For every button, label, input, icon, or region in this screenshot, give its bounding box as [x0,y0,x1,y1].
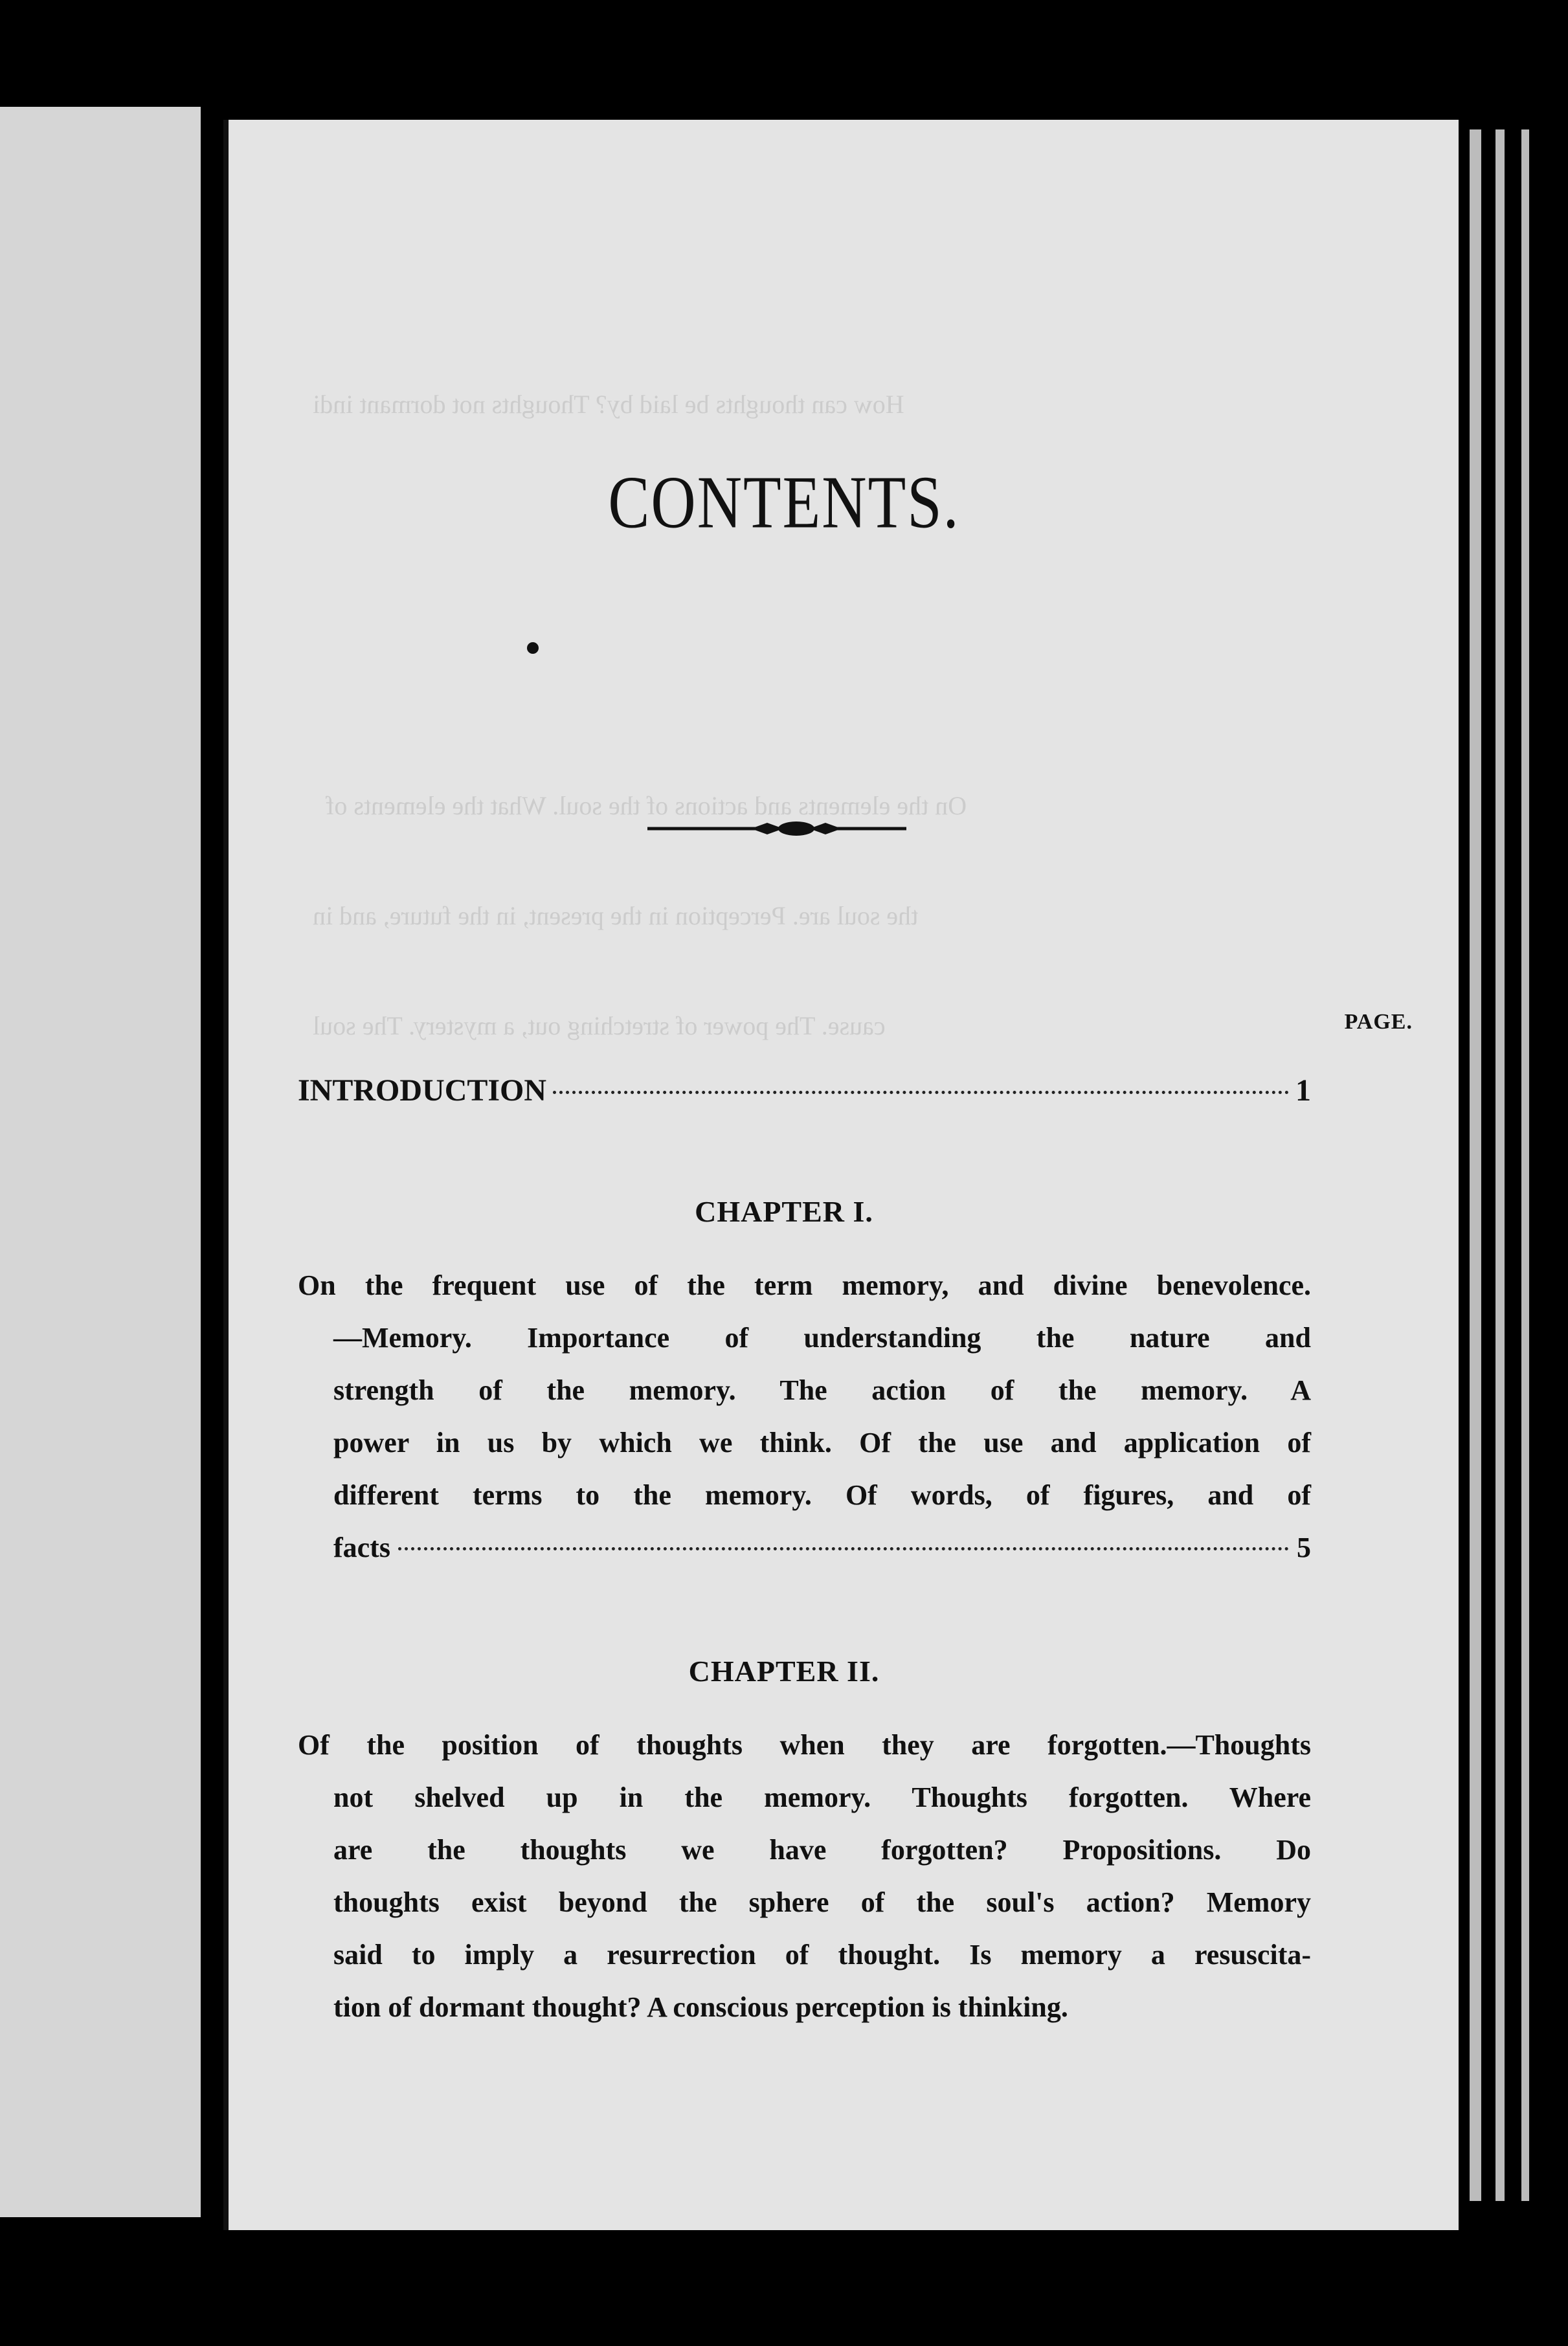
toc-entry-chapter-2[interactable] [298,1719,1311,2033]
chapter-summary-line: not shelved up in the memory. Thoughts forgotten. Where [333,1782,1311,1813]
bleed-through-text: On the elements and actions of the soul. What the elements of [326,791,967,820]
page-edge-right [1521,129,1529,2201]
chapter-summary-line: strength of the memory. The action of the memory. A [333,1374,1311,1406]
chapter-page-number: 5 [1297,1532,1311,1563]
chapter-summary-line: facts [333,1532,390,1563]
chapter-summary-line: different terms to the memory. Of words, of figures, and of [333,1479,1311,1511]
page-edge-right [1470,129,1481,2201]
chapter-summary-line: power in us by which we think. Of the use and application of [333,1427,1311,1458]
toc-entry-introduction[interactable] [298,1071,1311,1110]
dot-leader [398,1547,1289,1550]
chapter-summary-line: tion of dormant thought? A conscious perception is thinking. [333,1991,1068,2023]
bleed-through-text: cause. The power of stretching out, a mystery. The soul [313,1011,886,1040]
bleed-through-text: How can thoughts be laid by? Thoughts not dormant indi [313,390,904,419]
chapter-summary-line: are the thoughts we have forgotten? Propositions. Do [333,1834,1311,1866]
chapter-summary-line: —Memory. Importance of understanding the nature and [333,1322,1311,1354]
introduction-label: INTRODUCTION [298,1073,547,1108]
title-bullet [527,642,539,654]
page-edge-right [1495,129,1505,2201]
page-column-label: PAGE. [1344,1010,1413,1034]
bleed-through-text: the soul are. Perception in the present, in the future, and in [313,901,919,930]
dot-leader [553,1091,1289,1094]
chapter-summary-line: On the frequent use of the term memory, and divine benevolence. [298,1269,1311,1301]
chapter-summary-line: thoughts exist beyond the sphere of the soul's action? Memory [333,1886,1311,1918]
toc-entry-chapter-1[interactable] [298,1259,1311,1574]
introduction-page-number: 1 [1295,1073,1311,1108]
chapter-summary-line: Of the position of thoughts when they are forgotten.—Thoughts [298,1729,1311,1761]
facing-page-edge [0,107,201,2217]
page-title: CONTENTS. [608,460,960,544]
chapter-last-line-row [298,1521,1311,1574]
ornament-rule-icon [647,819,906,838]
chapter-heading: CHAPTER II. [688,1655,880,1688]
chapter-summary-line: said to imply a resurrection of thought. Is memory a resuscita- [333,1939,1311,1971]
chapter-heading: CHAPTER I. [695,1195,873,1228]
